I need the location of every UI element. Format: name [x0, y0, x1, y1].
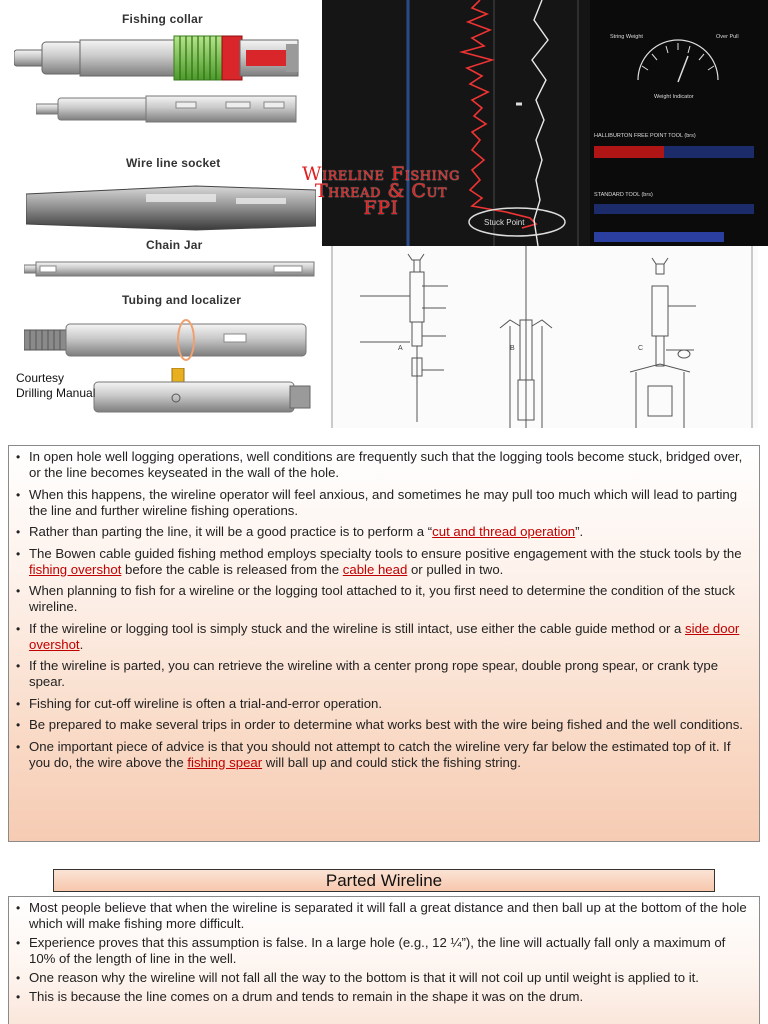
bullet-text: Fishing for cut-off wireline is often a trial-and-error operation. [29, 695, 383, 711]
caption-fishing-collar: Fishing collar [122, 12, 203, 26]
cable-guide-schematic-graphic [330, 246, 758, 428]
overlay-title [246, 163, 516, 219]
overlay-title-line-3: FPI [363, 197, 399, 219]
fishing-collar-tool [14, 30, 304, 86]
inline-link[interactable]: side door overshot [29, 620, 740, 652]
over-pull-label: Over Pull [716, 34, 739, 40]
bullet-item [15, 658, 753, 690]
parted-bullet-item: • Most people believe that when the wireline is separated it will fall a great distance and then ball up at the bottom of the hole which will make fishing more difficult. [15, 900, 753, 932]
bullet-item [15, 717, 753, 733]
bullet-text: One important piece of advice is that you should not attempt to catch the wireline very far below the estimated top of it. If you do, the wire above the [29, 738, 731, 770]
courtesy-line-1: Courtesy [16, 371, 65, 385]
bullet-item [15, 739, 753, 771]
schematic-label-b: B [510, 345, 515, 352]
caption-wire-line-socket: Wire line socket [126, 156, 221, 170]
bullet-item [15, 524, 753, 540]
cable-guide-schematic-image [330, 246, 758, 428]
bullet-item [15, 621, 753, 653]
parted-wireline-notes [8, 896, 760, 1024]
inline-link[interactable]: fishing spear [187, 754, 263, 770]
parted-bullet-item: • This is because the line comes on a drum and tends to remain in the shape it was on the drum. [15, 989, 753, 1005]
inline-link[interactable]: cable head [342, 561, 408, 577]
overlay-title-line-2: Thread & Cut [314, 180, 448, 202]
bullet-text: When planning to fish for a wireline or the logging tool attached to it, you first need to determine the condition of the stuck wireline. [29, 583, 735, 614]
bullet-text: or pulled in two. [407, 561, 504, 577]
schematic-label-c: C [638, 345, 644, 352]
bullet-item [15, 546, 753, 578]
bullet-text: before the cable is released from the [121, 561, 343, 577]
bullet-text: ”. [575, 524, 584, 539]
bullet-item [15, 583, 753, 615]
chain-jar-tool [24, 258, 316, 280]
standard-tool-label: STANDARD TOOL (brs) [594, 192, 653, 198]
inline-link[interactable]: fishing overshot [29, 561, 122, 577]
inline-link[interactable]: cut and thread operation [432, 524, 576, 539]
bullet-list [9, 446, 759, 771]
bullet-item [15, 487, 753, 519]
stuck-point-label: Stuck Point [484, 218, 525, 227]
string-weight-label: String Weight [610, 34, 643, 40]
tubing-localizer-tool [24, 316, 314, 364]
bullet-text: In open hole well logging operations, well conditions are frequently such that the logging tools become stuck, bridged over, or the line becomes keyseated in the wall of the hole. [29, 449, 743, 480]
bullet-item [15, 696, 753, 712]
overshot-tool [36, 92, 306, 126]
parted-bullet-list [9, 897, 759, 1005]
bullet-text: If the wireline is parted, you can retrieve the wireline with a center prong rope spear, double prong spear, or crank type spear. [29, 658, 719, 689]
courtesy-credit [16, 371, 95, 401]
weight-indicator-label: Weight Indicator [654, 94, 694, 100]
schematic-label-a: A [398, 345, 403, 352]
halliburton-label: HALLIBURTON FREE POINT TOOL (brs) [594, 133, 696, 139]
bullet-text: The Bowen cable guided fishing method employs specialty tools to ensure positive engagement with the stuck tools by the [29, 545, 742, 561]
bullet-text: If the wireline or logging tool is simply stuck and the wireline is still intact, use either the cable guide method or a [29, 620, 686, 636]
courtesy-line-2: Drilling Manual [16, 386, 96, 400]
parted-bullet-item: • Experience proves that this assumption is false. In a large hole (e.g., 12 ¼”), the line will actually fall only a maximum of 10% of the length of line in the well. [15, 935, 753, 967]
parted-bullet-item: • One reason why the wireline will not fall all the way to the bottom is that it will not coil up until weight is applied to it. [15, 970, 753, 986]
wireline-fishing-notes [8, 445, 760, 842]
caption-tubing-and-localizer: Tubing and localizer [122, 293, 242, 307]
bullet-text: Be prepared to make several trips in order to determine what works best with the wire being fished and the well conditions. [29, 717, 743, 732]
overlay-title-line-1: Wireline Fishing [301, 163, 461, 185]
parted-wireline-title: Parted Wireline [53, 869, 715, 892]
bullet-text: Rather than parting the line, it will be a good practice is to perform a “ [29, 524, 433, 539]
caption-chain-jar: Chain Jar [146, 238, 203, 252]
bullet-text: will ball up and could stick the fishing string. [262, 754, 521, 770]
bullet-text: When this happens, the wireline operator will feel anxious, and sometimes he may pull too much which will lead to parting the line and further wireline fishing operations. [29, 486, 738, 518]
bullet-item [15, 449, 753, 481]
bullet-text: . [79, 636, 84, 652]
